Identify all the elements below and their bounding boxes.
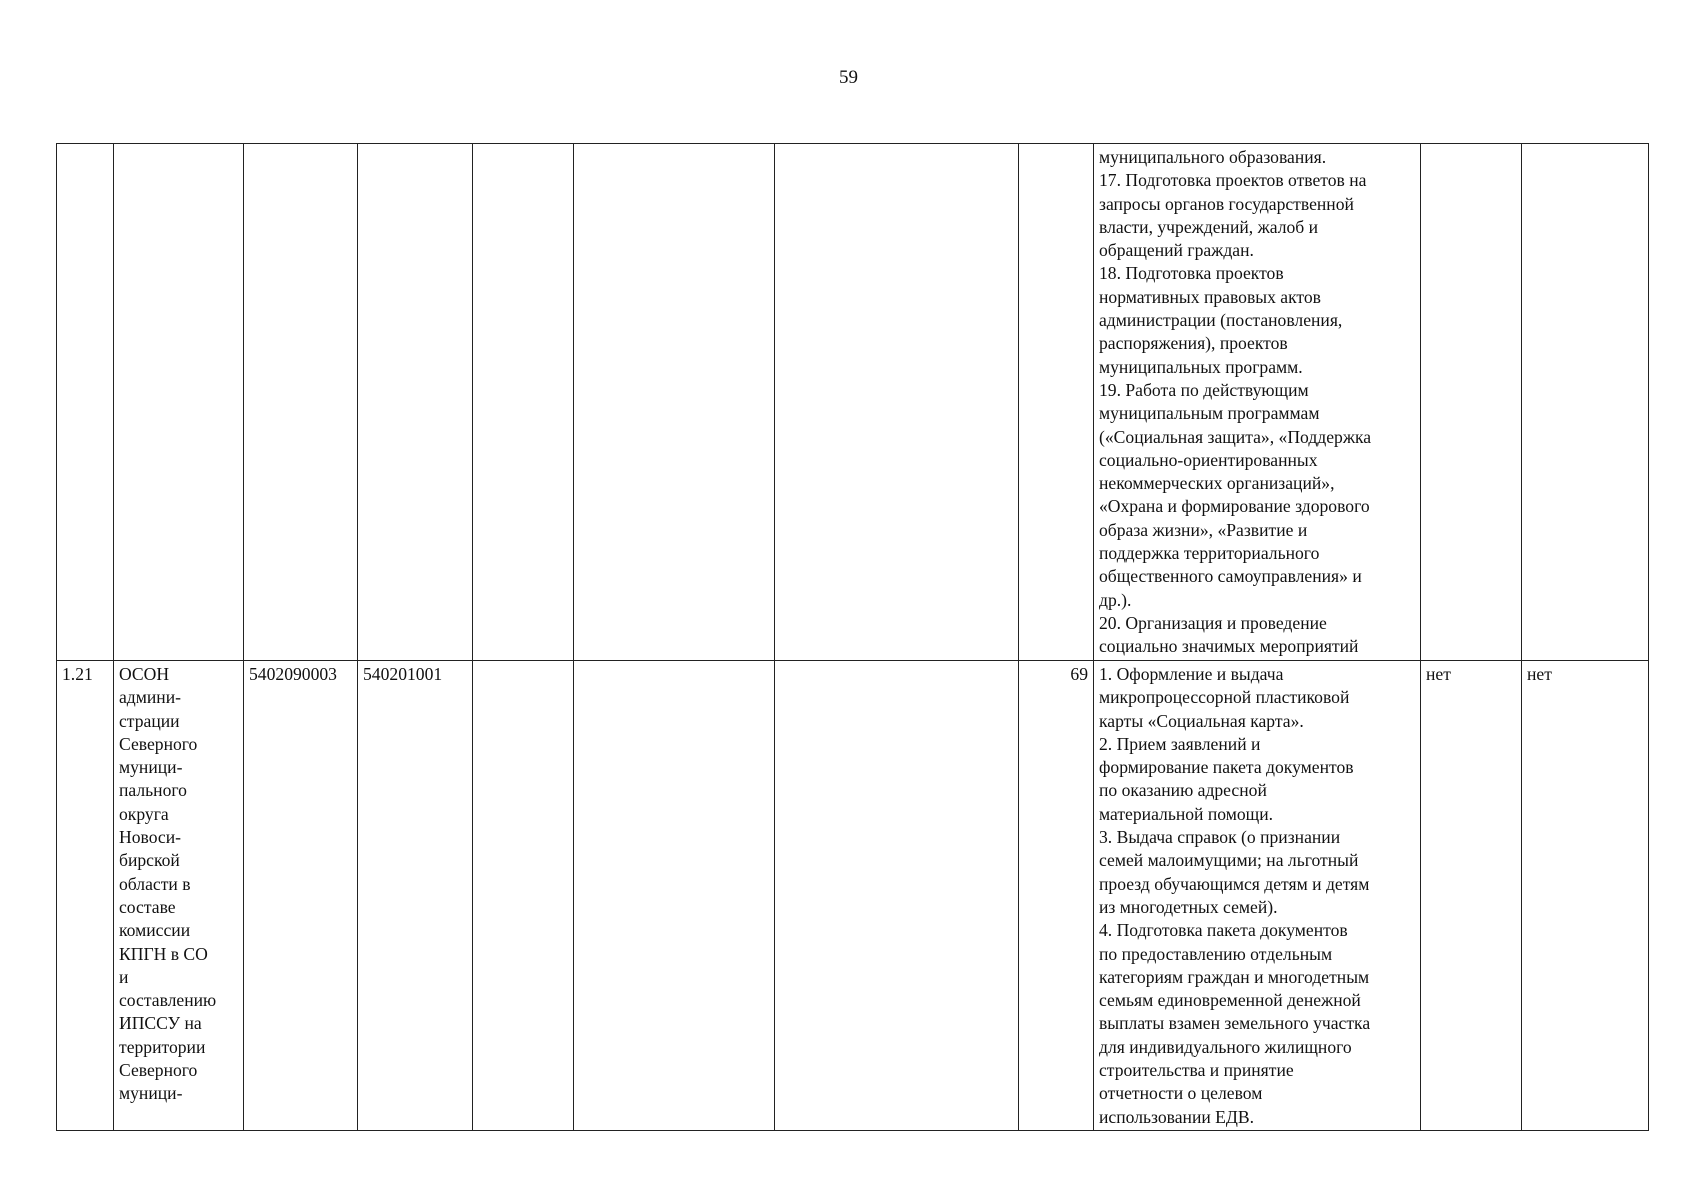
text-line: пального	[119, 780, 187, 801]
text-line: по предоставлению отдельным	[1099, 943, 1333, 964]
text-line: муници-	[119, 757, 183, 778]
document-table	[56, 143, 1649, 1131]
column-5-cell	[473, 144, 574, 661]
text-line: 2. Прием заявлений и	[1099, 733, 1261, 754]
text-line: карты «Социальная карта».	[1099, 710, 1304, 731]
table-row	[57, 661, 1649, 1131]
text-line: формирование пакета документов	[1099, 757, 1354, 778]
column-6-cell	[574, 661, 775, 1131]
text-line: страции	[119, 710, 180, 731]
text-line: территории	[119, 1036, 206, 1057]
column-10-cell: нет	[1421, 661, 1522, 1131]
text-line: 17. Подготовка проектов ответов на	[1099, 170, 1367, 191]
text-line: муниципальным программам	[1099, 403, 1320, 424]
text-line: «Охрана и формирование здорового	[1099, 496, 1370, 517]
text-line: Северного	[119, 1060, 198, 1081]
text-line: для индивидуального жилищного	[1099, 1036, 1352, 1057]
text-line: запросы органов государственной	[1099, 193, 1354, 214]
text-line: семей малоимущими; на льготный	[1099, 850, 1359, 871]
text-line: некоммерческих организаций»,	[1099, 473, 1335, 494]
page-number: 59	[839, 67, 858, 88]
text-line: 20. Организация и проведение	[1099, 612, 1327, 633]
table-row	[57, 144, 1649, 661]
column-6-cell	[574, 144, 775, 661]
text-line: выплаты взамен земельного участка	[1099, 1013, 1371, 1034]
column-5-cell	[473, 661, 574, 1131]
column-11-cell: нет	[1522, 661, 1649, 1131]
column-10-cell	[1421, 144, 1522, 661]
text-line: использовании ЕДВ.	[1099, 1106, 1255, 1127]
column-7-cell	[775, 144, 1019, 661]
text-line: отчетности о целевом	[1099, 1083, 1263, 1104]
text-line: области в	[119, 873, 191, 894]
text-line: муниципального образования.	[1099, 147, 1327, 167]
text-line: из многодетных семей).	[1099, 896, 1278, 917]
functions-cell	[1094, 144, 1421, 661]
text-line: распоряжения), проектов	[1099, 333, 1288, 354]
column-11-cell	[1522, 144, 1649, 661]
text-line: обращений граждан.	[1099, 240, 1254, 261]
row-number-cell: 1.21	[57, 661, 114, 1131]
text-line: социально значимых мероприятий	[1099, 636, 1359, 657]
text-line: нормативных правовых актов	[1099, 286, 1321, 307]
text-line: по оказанию адресной	[1099, 780, 1267, 801]
text-line: составлению	[119, 990, 217, 1011]
text-line: муници-	[119, 1083, 183, 1104]
text-line: ОСОН	[119, 664, 170, 684]
row-number-cell	[57, 144, 114, 661]
text-line: 4. Подготовка пакета документов	[1099, 920, 1348, 941]
text-line: общественного самоуправления» и	[1099, 566, 1362, 587]
text-line: социально-ориентированных	[1099, 449, 1318, 470]
text-line: комиссии	[119, 920, 191, 941]
kpp-cell	[358, 144, 473, 661]
text-line: и	[119, 966, 129, 987]
text-line: др.).	[1099, 589, 1132, 610]
column-7-cell	[775, 661, 1019, 1131]
kpp-cell: 540201001	[358, 661, 473, 1131]
text-line: Северного	[119, 733, 198, 754]
inn-cell: 5402090003	[244, 661, 358, 1131]
count-cell: 69	[1019, 661, 1094, 1131]
text-line: ИПССУ на	[119, 1013, 202, 1034]
text-line: 19. Работа по действующим	[1099, 379, 1309, 400]
text-line: образа жизни», «Развитие и	[1099, 519, 1308, 540]
text-line: бирской	[119, 850, 180, 871]
text-line: («Социальная защита», «Поддержка	[1099, 426, 1372, 447]
text-line: материальной помощи.	[1099, 803, 1274, 824]
functions-cell	[1094, 661, 1421, 1131]
text-line: поддержка территориального	[1099, 543, 1320, 564]
text-line: семьям единовременной денежной	[1099, 990, 1361, 1011]
text-line: категориям граждан и многодетным	[1099, 966, 1370, 987]
inn-cell	[244, 144, 358, 661]
text-line: Новоси-	[119, 827, 182, 848]
text-line: составе	[119, 896, 176, 917]
text-line: админи-	[119, 687, 181, 708]
count-cell	[1019, 144, 1094, 661]
organization-cell	[114, 144, 244, 661]
text-line: власти, учреждений, жалоб и	[1099, 216, 1319, 237]
text-line: проезд обучающимся детям и детям	[1099, 873, 1370, 894]
text-line: микропроцессорной пластиковой	[1099, 687, 1350, 708]
text-line: 3. Выдача справок (о признании	[1099, 827, 1341, 848]
text-line: муниципальных программ.	[1099, 356, 1303, 377]
text-line: строительства и принятие	[1099, 1060, 1294, 1081]
text-line: 1. Оформление и выдача	[1099, 664, 1284, 684]
text-line: округа	[119, 803, 169, 824]
text-line: 18. Подготовка проектов	[1099, 263, 1284, 284]
organization-cell	[114, 661, 244, 1131]
text-line: администрации (постановления,	[1099, 310, 1343, 331]
text-line: КПГН в СО	[119, 943, 208, 964]
